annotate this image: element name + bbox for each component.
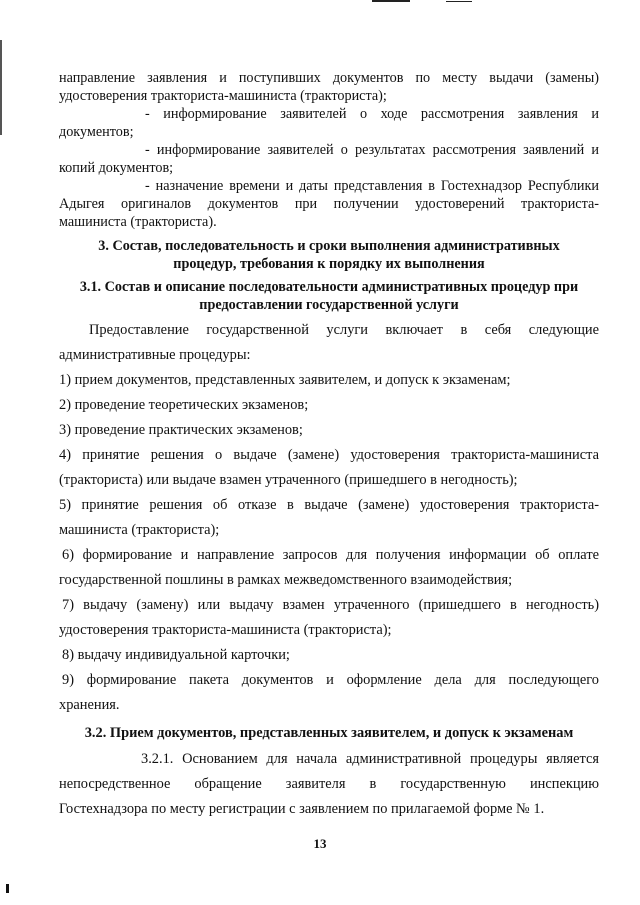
section-heading: процедур, требования к порядку их выполнения (173, 256, 485, 272)
list-item: машиниста (тракториста); (59, 522, 220, 538)
list-item: 6) формирование и направление запросов для получения информации об оплате (62, 547, 599, 563)
text-line: Адыгея оригиналов документов при получении удостоверений тракториста- (59, 196, 599, 212)
text-line: копий документов; (59, 160, 174, 176)
subsection-heading: 3.2. Прием документов, представленных заявителем, и допуск к экзаменам (84, 725, 574, 741)
paragraph-line: непосредственное обращение заявителя в государственную инспекцию (59, 776, 599, 792)
scan-edge-shadow (0, 40, 2, 135)
scan-artifact-mark (6, 884, 9, 893)
list-item: 7) выдачу (замену) или выдачу взамен утраченного (пришедшего в негодность) (62, 597, 599, 613)
list-item: 4) принятие решения о выдаче (замене) удостоверения тракториста-машиниста (59, 447, 599, 463)
paragraph-line: административные процедуры: (59, 347, 251, 363)
text-line: - назначение времени и даты представления в Гостехнадзор Республики (145, 178, 599, 194)
scan-artifact-line (446, 1, 472, 2)
list-item: государственной пошлины в рамках межведомственного взаимодействия; (59, 572, 513, 588)
list-item: 1) прием документов, представленных заявителем, и допуск к экзаменам; (59, 372, 511, 388)
text-line: удостоверения тракториста-машиниста (тракториста); (59, 88, 387, 104)
paragraph-line: 3.2.1. Основанием для начала административной процедуры является (141, 751, 599, 767)
list-item: 2) проведение теоретических экзаменов; (59, 397, 309, 413)
text-line: - информирование заявителей о результатах рассмотрения заявлений и (145, 142, 599, 158)
list-item: хранения. (59, 697, 120, 713)
list-item: 3) проведение практических экзаменов; (59, 422, 303, 438)
text-line: документов; (59, 124, 134, 140)
text-line: машиниста (тракториста). (59, 214, 217, 230)
text-line: - информирование заявителей о ходе рассмотрения заявления и (145, 106, 599, 122)
list-item: удостоверения тракториста-машиниста (тракториста); (59, 622, 392, 638)
paragraph-line: Гостехнадзора по месту регистрации с заявлением по прилагаемой форме № 1. (59, 801, 545, 817)
page-number: 13 (313, 836, 327, 851)
subsection-heading: предоставлении государственной услуги (199, 297, 459, 313)
list-item: 9) формирование пакета документов и оформление дела для последующего (62, 672, 599, 688)
list-item: 5) принятие решения об отказе в выдаче (замене) удостоверения тракториста- (59, 497, 599, 513)
list-item: (тракториста) или выдаче взамен утраченного (пришедшего в негодность); (59, 472, 518, 488)
section-heading: 3. Состав, последовательность и сроки выполнения административных (98, 238, 560, 254)
text-line: направление заявления и поступивших документов по месту выдачи (замены) (59, 70, 599, 86)
paragraph-line: Предоставление государственной услуги включает в себя следующие (89, 322, 599, 338)
subsection-heading: 3.1. Состав и описание последовательности административных процедур при (79, 279, 579, 295)
list-item: 8) выдачу индивидуальной карточки; (62, 647, 290, 663)
scan-artifact-line (372, 0, 410, 2)
